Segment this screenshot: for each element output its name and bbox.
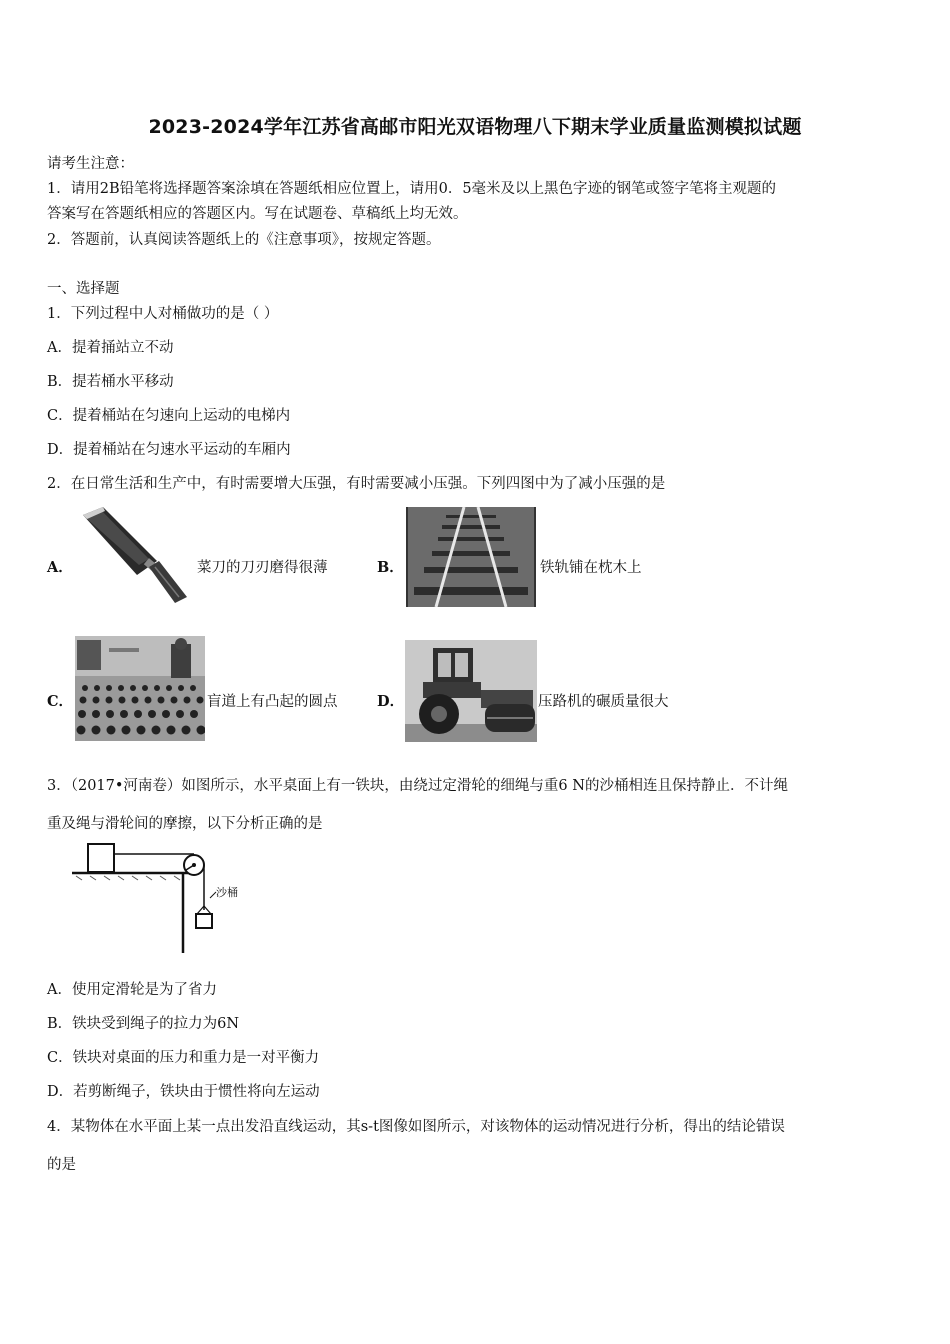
- question-3-option-b: B．铁块受到绳子的拉力为6N: [47, 1016, 240, 1032]
- notice-item-2: 2．答题前，认真阅读答题纸上的《注意事项》，按规定答题。: [47, 232, 441, 248]
- railway-icon: [406, 507, 536, 607]
- question-2-option-c-caption: 盲道上有凸起的圆点: [207, 694, 338, 710]
- tactile-paving-icon: [75, 636, 205, 741]
- question-2-option-b-caption: 铁轨铺在枕木上: [540, 560, 642, 576]
- notice-item-1-line-2: 答案写在答题纸相应的答题区内。写在试题卷、草稿纸上均无效。: [47, 206, 468, 222]
- question-2-option-b-label: B．: [377, 559, 404, 576]
- notice-heading: 请考生注意：: [47, 156, 134, 172]
- question-2-option-d-caption: 压路机的碾质量很大: [538, 694, 669, 710]
- question-2-option-d-label: D．: [377, 693, 405, 710]
- question-3-stem-line-2: 重及绳与滑轮间的摩擦，以下分析正确的是: [47, 816, 323, 832]
- notice-item-1-line-1: 1．请用2B铅笔将选择题答案涂填在答题纸相应位置上，请用0．5毫米及以上黑色字迹的钢笔或签字笔将主观题的: [47, 181, 777, 197]
- question-2-option-a-caption: 菜刀的刀刃磨得很薄: [197, 560, 328, 576]
- cleaver-icon: [75, 505, 195, 605]
- question-1-option-b: B．提若桶水平移动: [47, 374, 174, 390]
- exam-title: 2023-2024学年江苏省高邮市阳光双语物理八下期末学业质量监测模拟试题: [148, 116, 802, 138]
- question-3-stem-line-1: 3．（2017•河南卷）如图所示，水平桌面上有一铁块，由绕过定滑轮的细绳与重6 N的沙桶相连且保持静止．不计绳: [47, 778, 788, 794]
- pulley-diagram: [70, 840, 250, 955]
- pulley-diagram-label: 沙桶: [216, 886, 238, 899]
- question-2-option-c-label: C．: [47, 693, 74, 710]
- question-1-option-d: D．提着桶站在匀速水平运动的车厢内: [47, 442, 291, 458]
- question-4-stem-line-1: 4．某物体在水平面上某一点出发沿直线运动，其s-t图像如图所示，对该物体的运动情况进行分析，得出的结论错误: [47, 1119, 785, 1135]
- question-1-option-c: C．提着桶站在匀速向上运动的电梯内: [47, 408, 291, 424]
- road-roller-icon: [405, 640, 537, 742]
- question-1-stem: 1．下列过程中人对桶做功的是（ ）: [47, 306, 279, 322]
- question-3-option-a: A．使用定滑轮是为了省力: [47, 982, 217, 998]
- question-2-stem: 2．在日常生活和生产中，有时需要增大压强，有时需要减小压强。下列四图中为了减小压强的是: [47, 476, 666, 492]
- question-1-option-a: A．提着捅站立不动: [47, 340, 174, 356]
- section-heading: 一、选择题: [47, 281, 120, 297]
- question-3-option-d: D．若剪断绳子，铁块由于惯性将向左运动: [47, 1084, 320, 1100]
- question-2-option-a-label: A．: [47, 559, 73, 576]
- question-3-option-c: C．铁块对桌面的压力和重力是一对平衡力: [47, 1050, 320, 1066]
- question-4-stem-line-2: 的是: [47, 1157, 76, 1173]
